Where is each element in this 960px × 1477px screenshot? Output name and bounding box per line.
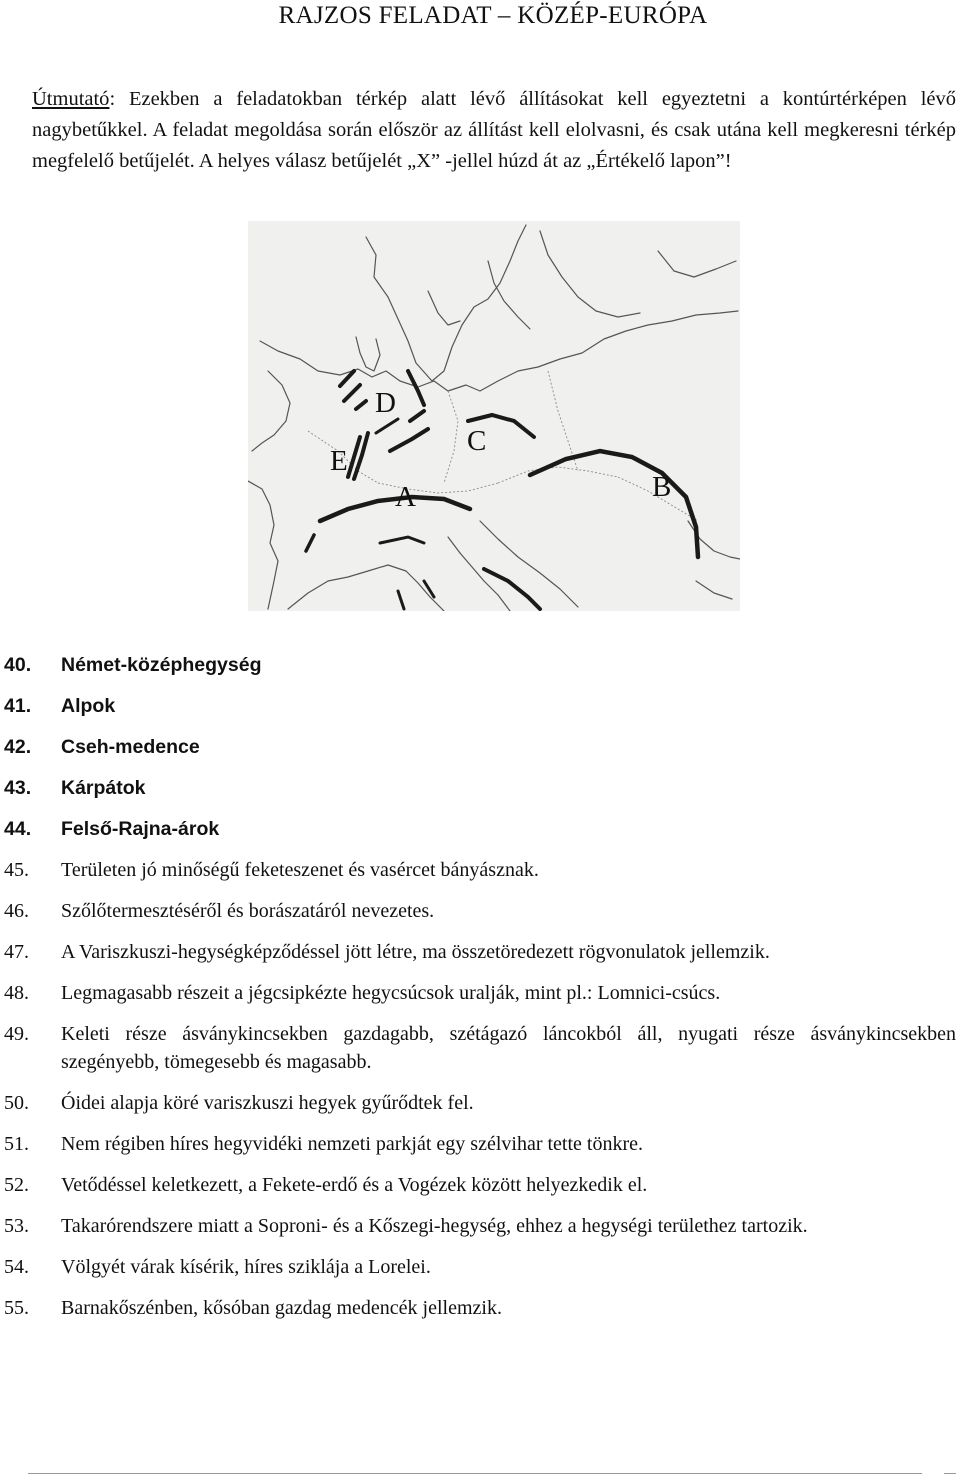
map-drawing (248, 221, 740, 611)
list-item: 46. Szőlőtermesztéséről és borászatáról nevezetes. (4, 900, 435, 922)
list-item: 48. Legmagasabb részeit a jégcsipkézte hegycsúcsok uralják, mint pl.: Lomnici-csúcs. (4, 982, 721, 1004)
list-item: 43. Kárpátok (4, 777, 146, 799)
mountain-markings (306, 371, 698, 609)
map-label-a: A (395, 481, 416, 513)
instructions (32, 84, 956, 177)
footer-divider (28, 1473, 922, 1474)
list-item: 44. Felső-Rajna-árok (4, 818, 220, 840)
list-item: 45. Területen jó minőségű feketeszenet és vasércet bányásznak. (4, 859, 539, 881)
contour-map (248, 221, 740, 611)
list-item: 47. A Variszkuszi-hegységképződéssel jött létre, ma összetöredezett rögvonulatok jellemzik. (4, 941, 770, 963)
instructions-label: Útmutató (32, 88, 110, 110)
map-label-e: E (330, 445, 348, 477)
page-title: RAJZOS FELADAT – KÖZÉP-EURÓPA (278, 2, 708, 29)
list-item: 40. Német-középhegység (4, 654, 262, 676)
list-item: 55. Barnakőszénben, kősóban gazdag medencék jellemzik. (4, 1297, 502, 1319)
list-item: 49. Keleti része ásványkincsekben gazdagabb, szétágazó láncokból áll, nyugati része ásványkincsekben szegényebb, tömegesebb és magasabb. (4, 1023, 956, 1073)
footer-dash (944, 1473, 956, 1474)
list-item: 54. Völgyét várak kísérik, híres sziklája a Lorelei. (4, 1256, 431, 1278)
list-item: 50. Óidei alapja köré variszkuszi hegyek gyűrődtek fel. (4, 1092, 474, 1114)
list-item: 41. Alpok (4, 695, 116, 717)
coastlines (248, 225, 740, 611)
list-item: 42. Cseh-medence (4, 736, 200, 758)
list-item: 53. Takarórendszere miatt a Soproni- és a Kőszegi-hegység, ehhez a hegységi területhez tartozik. (4, 1215, 808, 1237)
map-label-b: B (652, 471, 672, 503)
instructions-text: : Ezekben a feladatokban térkép alatt lévő állításokat kell egyeztetni a kontúrtérképen lévő nagybetűkkel. A feladat megoldása során először az állítást kell elolvasni, és csak utána kell megkeresni térkép megfelelő betűjelét. A helyes válasz betűjelét „X” -jellel húzd át az „Értékelő lapon”! (32, 88, 956, 172)
map-label-d: D (375, 387, 396, 419)
map-label-c: C (467, 425, 487, 457)
list-item: 52. Vetődéssel keletkezett, a Fekete-erdő és a Vogézek között helyezkedik el. (4, 1174, 648, 1196)
statement-list (0, 651, 960, 1322)
list-item: 51. Nem régiben híres hegyvidéki nemzeti parkját egy szélvihar tette tönkre. (4, 1133, 644, 1155)
